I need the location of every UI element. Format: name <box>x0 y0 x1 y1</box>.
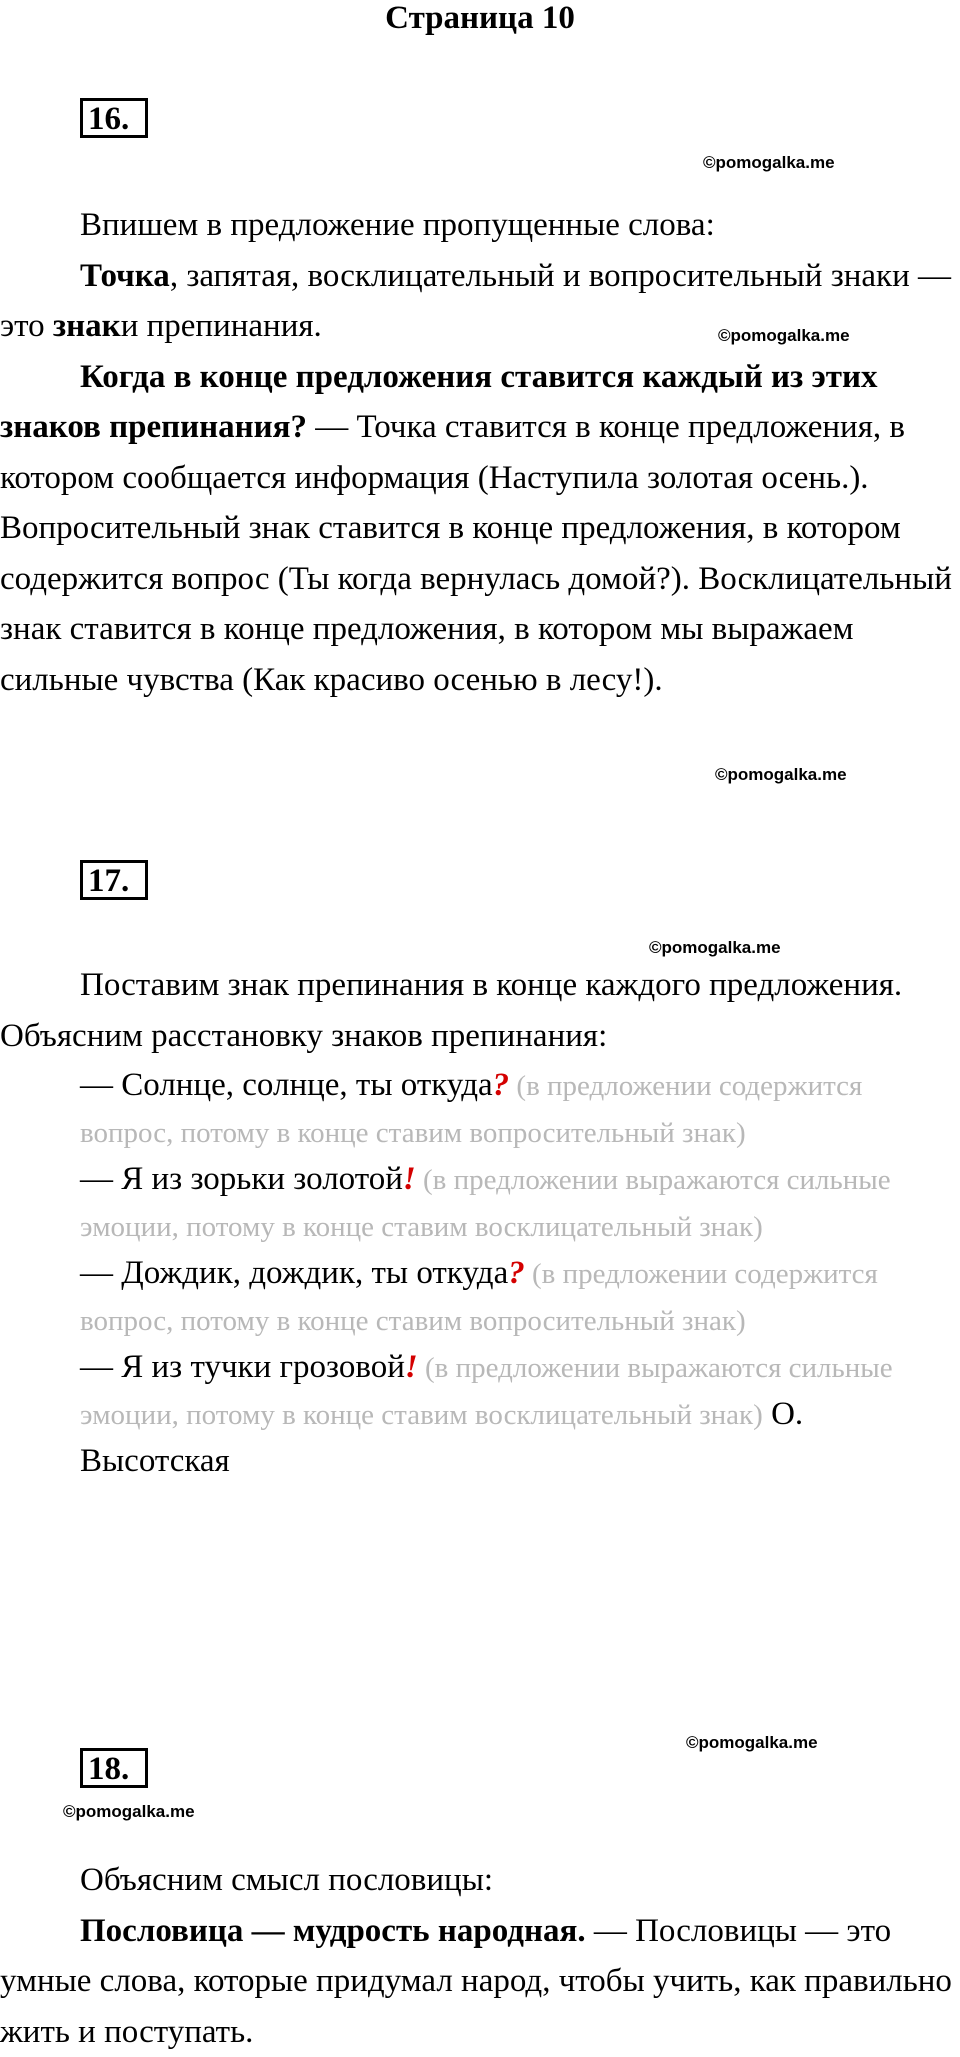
poem-line: — Солнце, солнце, ты откуда? (в предложении содержится вопрос, потому в конце ставим вопросительный знак) <box>80 1067 863 1149</box>
page-title: Страница 10 <box>385 0 575 36</box>
task-18-text <box>0 1855 960 2057</box>
punctuation-mark: ? <box>508 1255 525 1291</box>
task-16-sentence: Точка, запятая, восклицательный и вопросительный знаки — это знаки препинания. <box>0 257 951 344</box>
poem-line: — Дождик, дождик, ты откуда? (в предложении содержится вопрос, потому в конце ставим вопросительный знак) <box>80 1255 878 1337</box>
task-16-text <box>0 200 960 705</box>
watermark: ©pomogalka.me <box>703 153 835 172</box>
bold-word: знак <box>52 308 121 344</box>
watermark: ©pomogalka.me <box>649 938 781 957</box>
question-answer: — Точка ставится в конце предложения, в котором сообщается информация (Наступила золотая осень.). Вопросительный знак ставится в конце предложения, в котором содержится вопрос (Ты когда вернулась домой?). Восклицательный знак ставится в конце предложения, в котором мы выражаем сильные чувства (Как красиво осенью в лесу!). <box>0 409 952 698</box>
proverb-bold: Пословица — мудрость народная. <box>80 1912 586 1949</box>
task-17-intro: Поставим знак препинания в конце каждого предложения. Объясним расстановку знаков препинания: <box>0 967 903 1054</box>
poem-author: О. Высотская <box>80 1396 804 1479</box>
task-18-proverb <box>0 1906 960 2057</box>
task-18-intro: Объясним смысл пословицы: <box>80 1862 494 1898</box>
explanation-note: (в предложении содержится вопрос, потому в конце ставим вопросительный знак) <box>80 1070 863 1149</box>
task-16-question <box>0 352 960 706</box>
punctuation-mark: ? <box>492 1067 510 1103</box>
explanation-note: (в предложении содержится вопрос, потому в конце ставим вопросительный знак) <box>80 1258 878 1337</box>
punctuation-mark: ! <box>404 1349 418 1385</box>
poem-line: — Я из тучки грозовой! (в предложении выражаются сильные эмоции, потому в конце ставим восклицательный знак) О. Высотская <box>80 1349 893 1479</box>
watermark: ©pomogalka.me <box>686 1733 818 1752</box>
task-number-16: 16. <box>80 98 148 138</box>
task-16-intro: Впишем в предложение пропущенные слова: <box>80 207 715 243</box>
proverb-answer: — Пословицы — это умные слова, которые придумал народ, чтобы учить, как правильно жить и поступать. <box>0 1912 952 2050</box>
task-number-18: 18. <box>80 1748 148 1788</box>
explanation-note: (в предложении выражаются сильные эмоции, потому в конце ставим восклицательный знак) <box>80 1352 893 1431</box>
explanation-note: (в предложении выражаются сильные эмоции, потому в конце ставим восклицательный знак) <box>80 1164 891 1243</box>
poem-line: — Я из зорьки золотой! (в предложении выражаются сильные эмоции, потому в конце ставим восклицательный знак) <box>80 1161 891 1243</box>
question-bold: Когда в конце предложения ставится каждый из этих знаков препинания? <box>0 358 878 445</box>
punctuation-mark: ! <box>402 1161 416 1197</box>
watermark: ©pomogalka.me <box>718 326 850 345</box>
task-number-17: 17. <box>80 860 148 900</box>
watermark: ©pomogalka.me <box>63 1802 195 1821</box>
watermark: ©pomogalka.me <box>715 765 847 784</box>
bold-word: Точка <box>80 257 170 294</box>
poem-dialog <box>80 1062 960 1484</box>
